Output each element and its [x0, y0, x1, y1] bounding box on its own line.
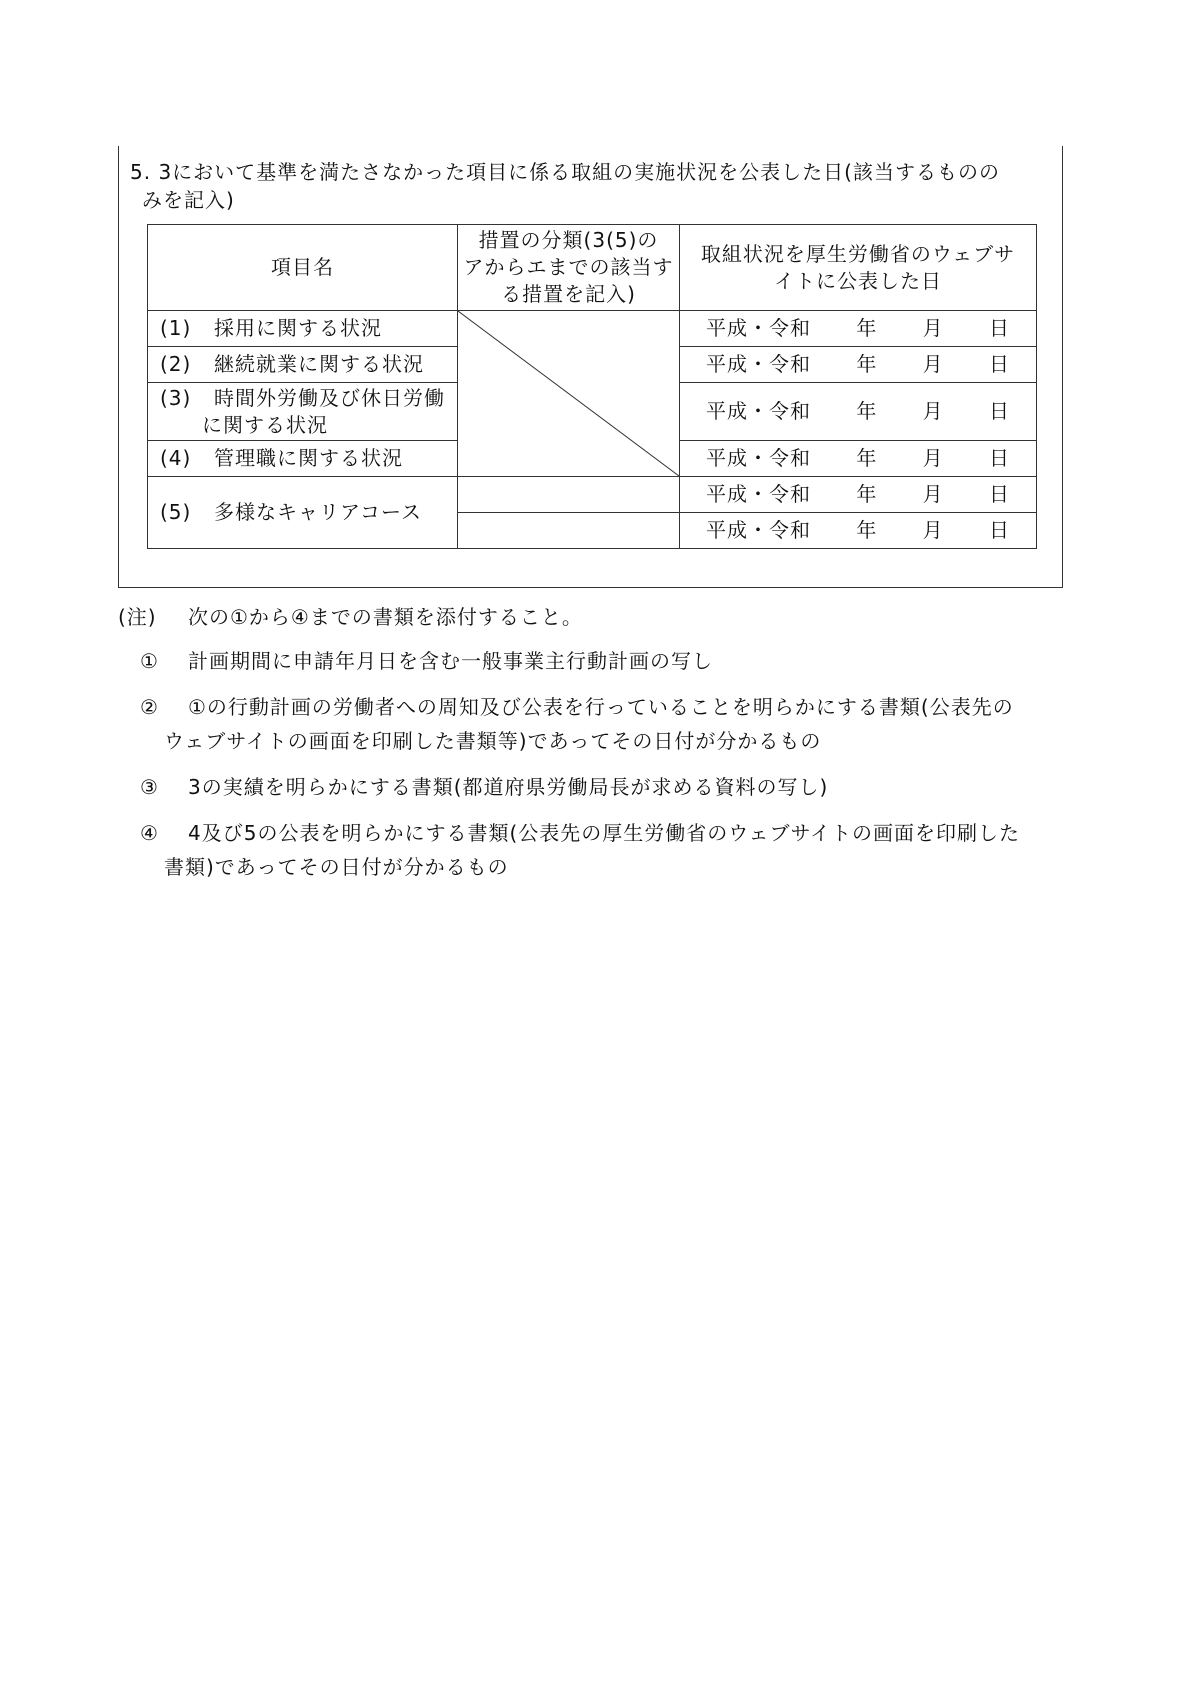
notes-mark: (注): [118, 605, 157, 629]
row-label-4: (4) 管理職に関する状況: [148, 441, 458, 477]
heading-line-2: みを記入): [142, 188, 235, 212]
date-cell-4[interactable]: 平成・令和 年 月 日: [680, 441, 1037, 477]
section-heading: [130, 158, 1055, 214]
heading-line-1: 5. 3において基準を満たさなかった項目に係る取組の実施状況を公表した日(該当するものの: [130, 160, 1000, 184]
measure-cell-5b[interactable]: [458, 513, 680, 549]
note-mark: ④: [140, 821, 159, 845]
note-text: 計画期間に申請年月日を含む一般事業主行動計画の写し: [188, 649, 713, 673]
note-item-2: [118, 690, 1078, 758]
date-cell-2[interactable]: 平成・令和 年 月 日: [680, 347, 1037, 383]
measure-cell-5a[interactable]: [458, 477, 680, 513]
note-text-cont: ウェブサイトの画面を印刷した書類等)であってその日付が分かるもの: [164, 729, 822, 753]
table-row: [148, 311, 1037, 347]
date-cell-3[interactable]: 平成・令和 年 月 日: [680, 383, 1037, 441]
note-text: 4及び5の公表を明らかにする書類(公表先の厚生労働省のウェブサイトの画面を印刷した: [188, 821, 1021, 845]
notes-title-text: 次の①から④までの書類を添付すること。: [188, 605, 583, 629]
note-item-4: [118, 816, 1078, 884]
notes-section: [118, 602, 1078, 884]
row-label-5: (5) 多様なキャリアコース: [148, 477, 458, 549]
note-item-3: [118, 770, 1078, 804]
note-item-1: [118, 644, 1078, 678]
note-mark: ①: [140, 649, 159, 673]
note-text-cont: 書類)であってその日付が分かるもの: [164, 855, 509, 879]
disclosure-table: [147, 224, 1037, 549]
date-cell-1[interactable]: 平成・令和 年 月 日: [680, 311, 1037, 347]
header-item: 項目名: [148, 225, 458, 311]
header-date: 取組状況を厚生労働省のウェブサ イトに公表した日: [680, 225, 1037, 311]
note-text: 3の実績を明らかにする書類(都道府県労働局長が求める資料の写し): [188, 775, 829, 799]
diagonal-slash: [458, 311, 679, 476]
note-mark: ③: [140, 775, 159, 799]
notes-title: [118, 602, 1078, 632]
table-row: [148, 477, 1037, 513]
date-cell-5a[interactable]: 平成・令和 年 月 日: [680, 477, 1037, 513]
row-label-2: (2) 継続就業に関する状況: [148, 347, 458, 383]
table-header-row: [148, 225, 1037, 311]
note-mark: ②: [140, 695, 159, 719]
date-cell-5b[interactable]: 平成・令和 年 月 日: [680, 513, 1037, 549]
measure-cell-diagonal: [458, 311, 680, 477]
row-label-3: (3) 時間外労働及び休日労働 に関する状況: [148, 383, 458, 441]
row-label-1: (1) 採用に関する状況: [148, 311, 458, 347]
header-measure: 措置の分類(3(5)の アからエまでの該当す る措置を記入): [458, 225, 680, 311]
note-text: ①の行動計画の労働者への周知及び公表を行っていることを明らかにする書類(公表先の: [188, 695, 1014, 719]
